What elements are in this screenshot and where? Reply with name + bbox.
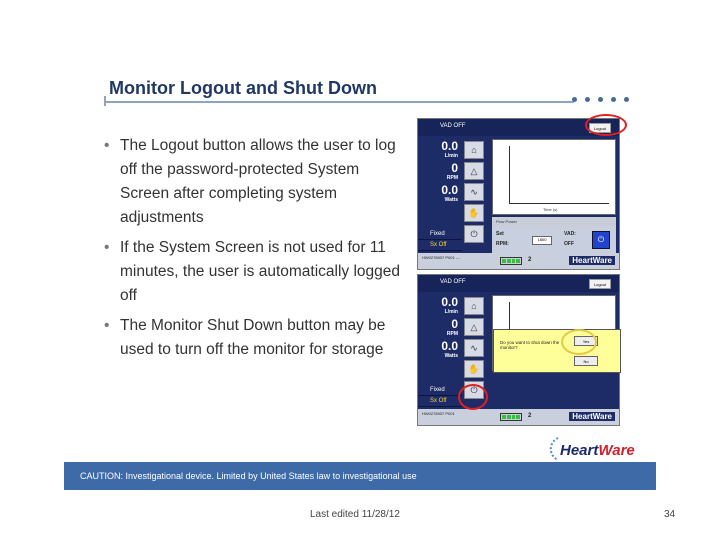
dot: [611, 97, 616, 102]
mode-labels: [418, 229, 462, 251]
flow-unit: L/min: [444, 309, 458, 315]
graph-xlabel: Time (s): [543, 207, 558, 212]
readings: [418, 139, 462, 205]
screen-footer: [418, 253, 619, 269]
system-screen-logout: [417, 118, 620, 270]
waveform-icon[interactable]: ∿: [464, 183, 484, 201]
dialog-no-button[interactable]: No: [574, 356, 598, 366]
battery-number: 2: [528, 413, 532, 419]
yes-highlight-ring: [561, 329, 597, 355]
alarm-icon[interactable]: △: [464, 318, 484, 336]
title-dots: [572, 97, 629, 107]
flow-value: 0.0: [441, 139, 458, 153]
mode-fixed: Fixed: [418, 229, 462, 240]
shutdown-icon[interactable]: ⏻: [464, 381, 484, 399]
shutdown-dialog: [493, 329, 621, 373]
pump-serial: HW0278937 P001 ---: [422, 255, 460, 260]
vad-start-icon[interactable]: ⏻: [592, 231, 610, 249]
dot: [572, 97, 577, 102]
waveform-icon[interactable]: ∿: [464, 339, 484, 357]
caution-banner: CAUTION: Investigational device. Limited by United States law to investigational use: [64, 462, 656, 490]
alarm-icon[interactable]: △: [464, 162, 484, 180]
dot: [585, 97, 590, 102]
readings: [418, 295, 462, 361]
dialog-question: Do you want to shut down the monitor?: [500, 340, 560, 350]
rpm-label: RPM:: [496, 241, 509, 247]
home-icon[interactable]: ⌂: [464, 297, 484, 315]
bullet-list: [102, 134, 402, 368]
bullet-shutdown: • The Monitor Shut Down button may be used to turn off the monitor for storage: [102, 314, 402, 362]
vad-state: OFF: [564, 241, 574, 247]
hand-icon[interactable]: ✋: [464, 360, 484, 378]
speed-value: 0: [451, 317, 458, 331]
home-icon[interactable]: ⌂: [464, 141, 484, 159]
mode-sx: Sx Off: [418, 240, 462, 251]
set-panel: [492, 227, 616, 253]
title-rule: [104, 101, 574, 103]
dot: [624, 97, 629, 102]
slide-title: Monitor Logout and Shut Down: [109, 78, 377, 98]
screen-brand: HeartWare: [569, 412, 615, 421]
dialog-yes-button[interactable]: Yes: [574, 336, 598, 346]
speed-unit: RPM: [446, 331, 458, 337]
plot-area: [509, 146, 609, 204]
shutdown-highlight-ring: [458, 384, 488, 410]
battery-number: 2: [528, 257, 532, 263]
last-edited: Last edited 11/28/12: [310, 509, 400, 520]
vad-label: VAD:: [564, 231, 576, 237]
screen-footer: [418, 409, 619, 425]
page-number: 34: [664, 509, 676, 520]
screen-header: VAD OFF: [418, 275, 619, 292]
bullet-logout: • The Logout button allows the user to log off the password-protected System Screen after completing system adjustments: [102, 134, 402, 230]
bullet-auto-logoff: • If the System Screen is not used for 11 minutes, the user is automatically logged off: [102, 236, 402, 308]
battery-icon: [500, 257, 522, 265]
battery-icon: [500, 413, 522, 421]
hand-icon[interactable]: ✋: [464, 204, 484, 222]
speed-value: 0: [451, 161, 458, 175]
dot: [598, 97, 603, 102]
screen-brand: HeartWare: [569, 256, 615, 265]
logout-button[interactable]: Logout: [589, 123, 611, 133]
rpm-setpoint[interactable]: 1800: [532, 236, 552, 245]
power-icon[interactable]: ⏻: [464, 225, 484, 243]
logout-highlight-ring: [585, 114, 627, 136]
mode-fixed: Fixed: [418, 385, 462, 396]
mode-labels: [418, 385, 462, 407]
flow-unit: L/min: [444, 153, 458, 159]
speed-unit: RPM: [446, 175, 458, 181]
logo-text: HeartWare: [560, 442, 635, 459]
side-icons: [464, 141, 486, 246]
flow-value: 0.0: [441, 295, 458, 309]
set-label: Set: [496, 231, 504, 237]
graph-tabs[interactable]: Flow Power: [492, 217, 616, 227]
power-unit: Watts: [444, 197, 458, 203]
power-unit: Watts: [444, 353, 458, 359]
trend-graph: [492, 139, 616, 215]
mode-sx: Sx Off: [418, 396, 462, 407]
power-value: 0.0: [441, 183, 458, 197]
logout-button[interactable]: Logout: [589, 279, 611, 289]
power-value: 0.0: [441, 339, 458, 353]
pump-serial: HW0278937 P001: [422, 411, 455, 416]
screen-header: VAD OFF: [418, 119, 619, 136]
